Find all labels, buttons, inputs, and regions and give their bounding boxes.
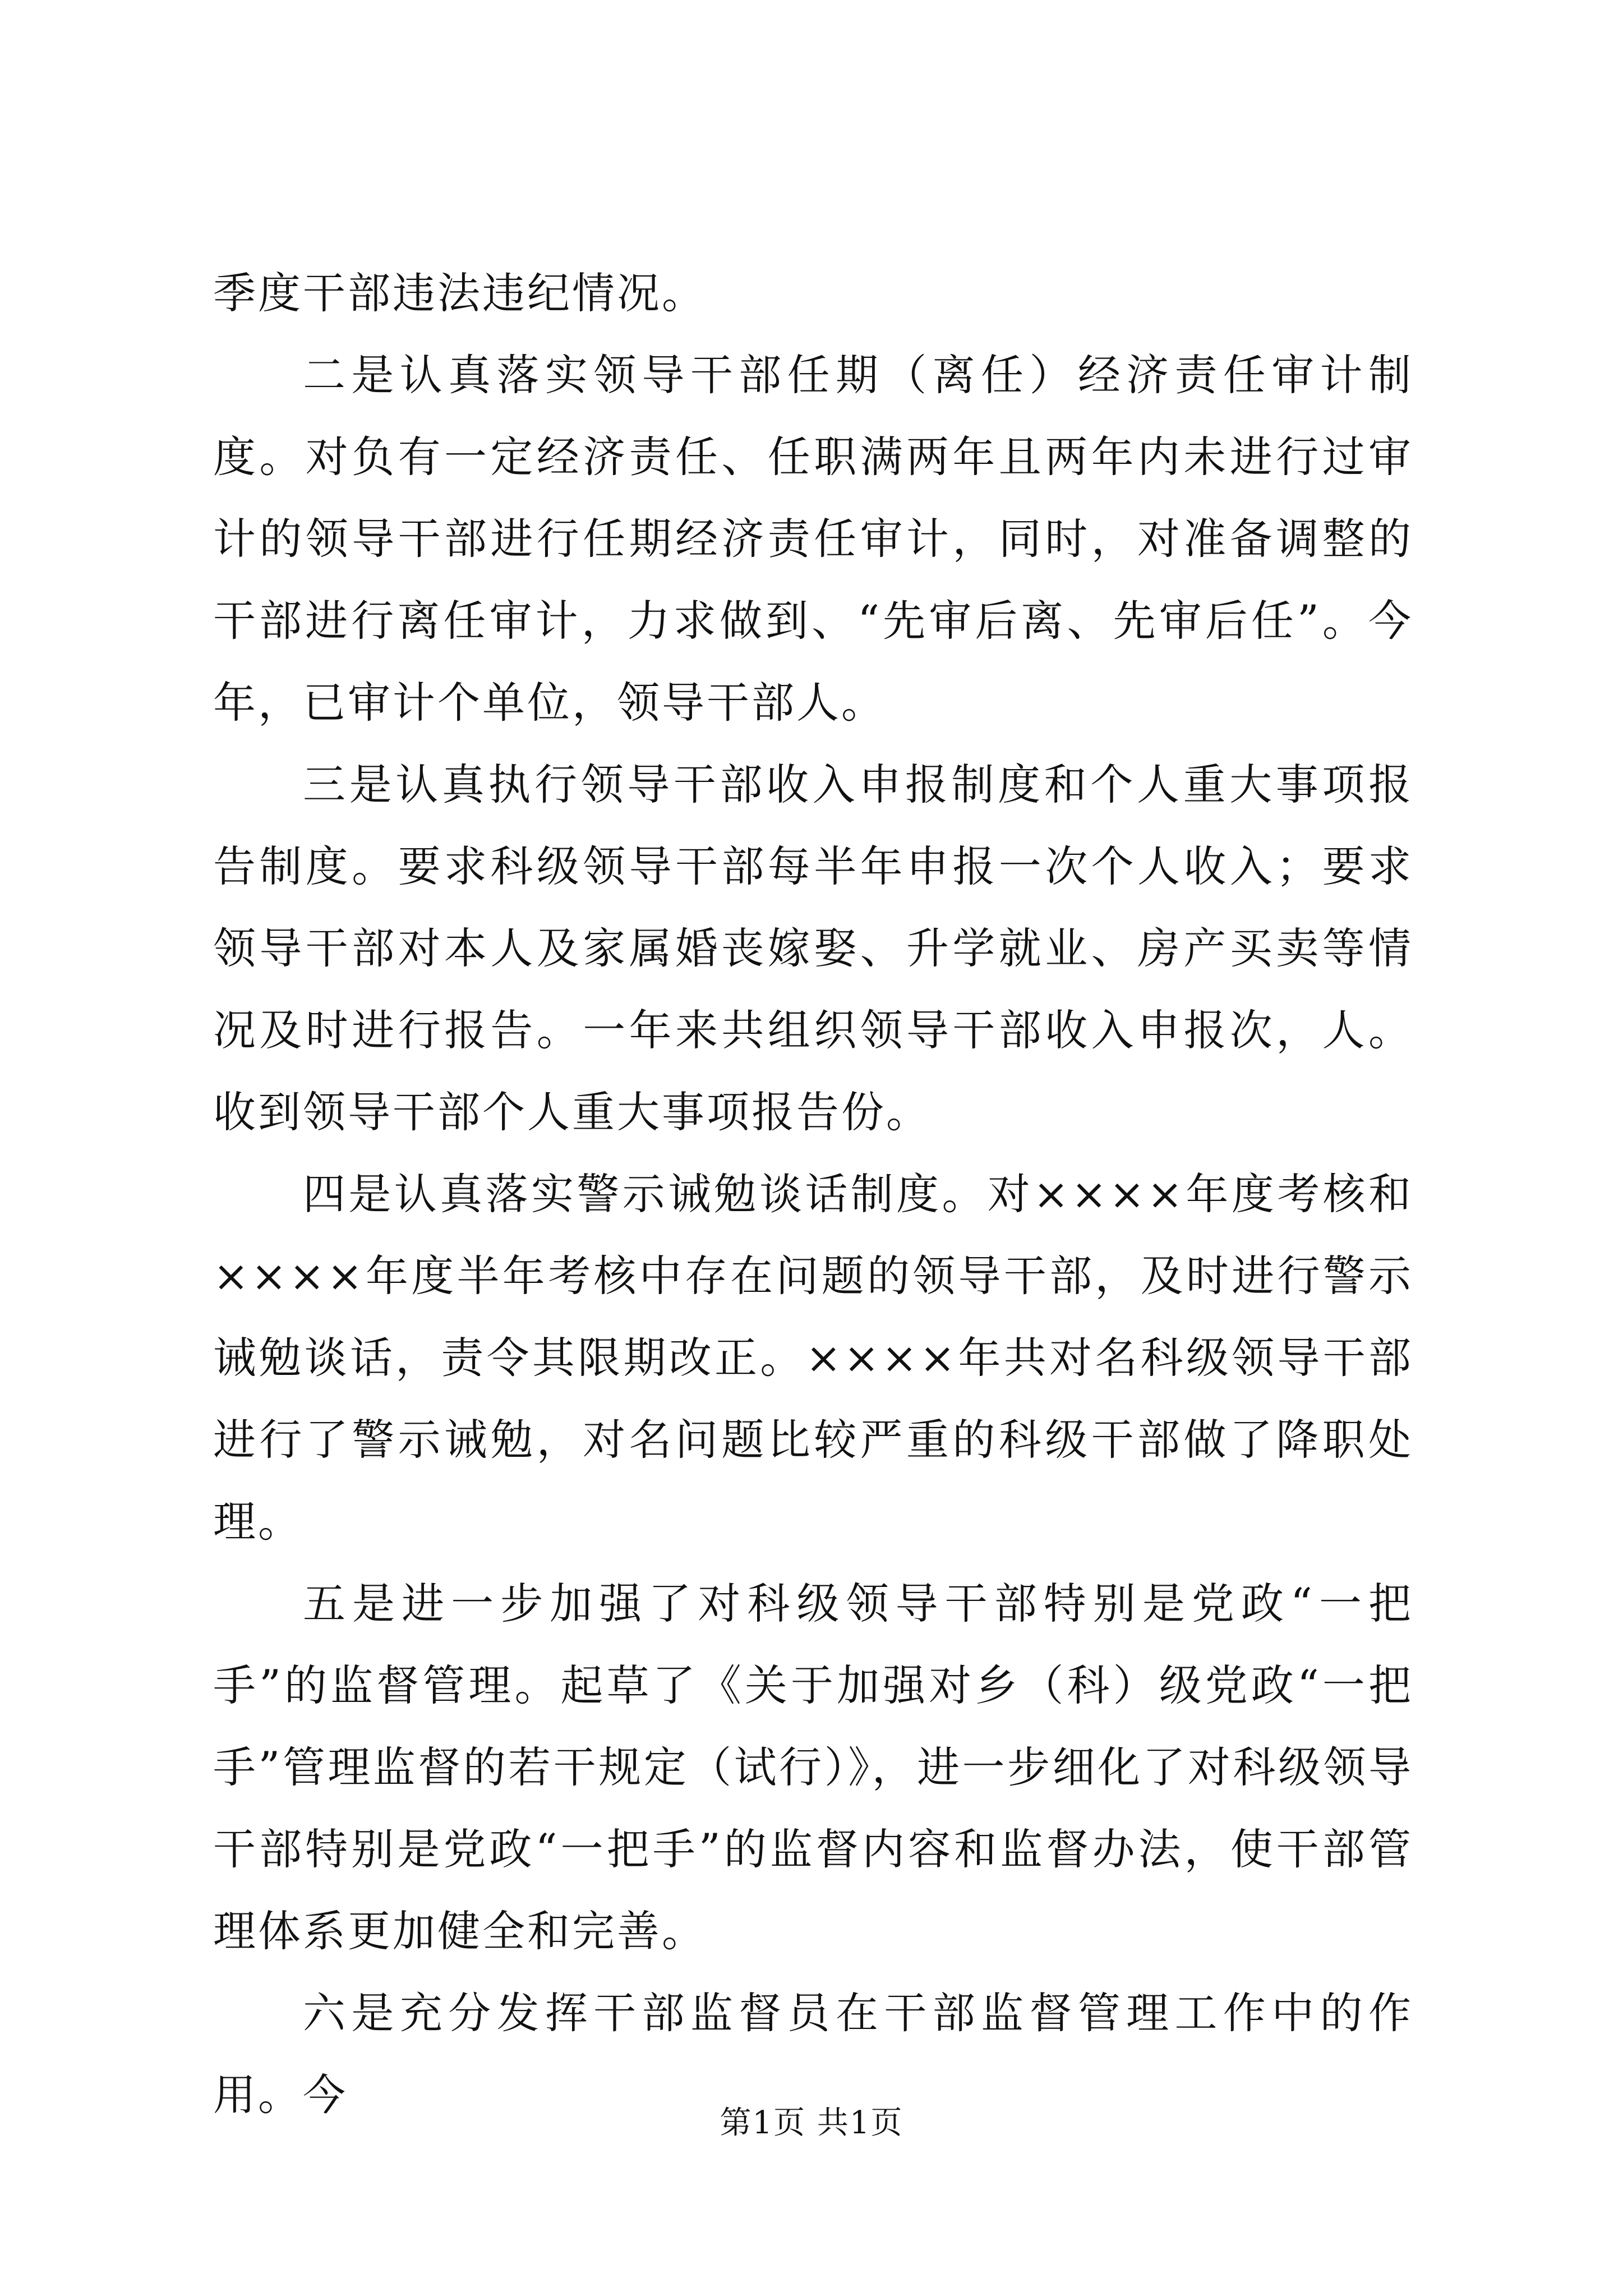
paragraph-continuation: 季度干部违法违纪情况。 <box>213 268 707 318</box>
paragraph-leader-supervision: 五是进一步加强了对科级领导干部特别是党政“一把手”的监督管理。起草了《关于加强对乡（科）级党政“一把手”管理监督的若干规定（试行）》，进一步细化了对科级领导干部特别是党政“一把手”的监督内容和监督办法，使干部管理体系更加健全和完善。 <box>213 1579 1413 1956</box>
document-body <box>213 252 1413 2136</box>
paragraph-audit: 二是认真落实领导干部任期（离任）经济责任审计制度。对负有一定经济责任、任职满两年且两年内未进行过审计的领导干部进行任期经济责任审计，同时，对准备调整的干部进行离任审计，力求做到、“先审后离、先审后任”。今年，已审计个单位，领导干部人。 <box>213 350 1413 728</box>
paragraph-warning-talk: 四是认真落实警示诫勉谈话制度。对××××年度考核和××××年度半年考核中存在问题的领导干部，及时进行警示诫勉谈话，责令其限期改正。××××年共对名科级领导干部进行了警示诫勉，对名问题比较严重的科级干部做了降职处理。 <box>213 1169 1413 1547</box>
paragraph-supervisors: 六是充分发挥干部监督员在干部监督管理工作中的作用。今 <box>213 1988 1413 2120</box>
page-footer: 第1页 共1页 <box>720 2105 903 2141</box>
paragraph-income-report: 三是认真执行领导干部收入申报制度和个人重大事项报告制度。要求科级领导干部每半年申报一次个人收入；要求领导干部对本人及家属婚丧嫁娶、升学就业、房产买卖等情况及时进行报告。一年来共组织领导干部收入申报次，人。收到领导干部个人重大事项报告份。 <box>213 760 1413 1137</box>
